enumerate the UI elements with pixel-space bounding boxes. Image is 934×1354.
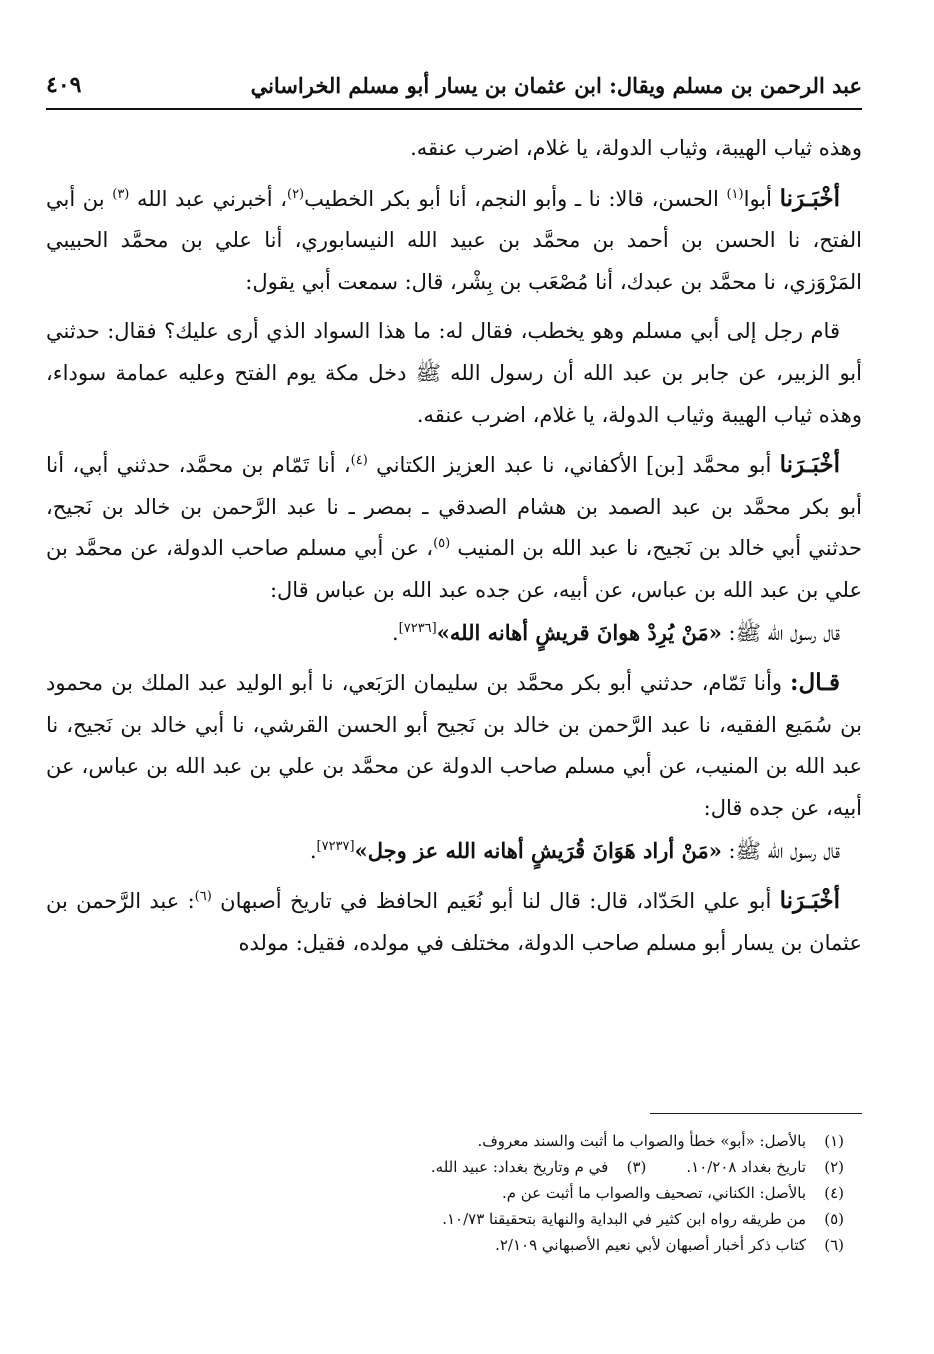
hadith-reference: [٧٢٣٧] xyxy=(316,838,355,854)
footnote-pair xyxy=(46,1154,862,1180)
footnote-item xyxy=(46,1206,862,1232)
footnote-marker[interactable]: (٥) xyxy=(433,536,451,552)
footnote-marker[interactable]: (٣) xyxy=(112,186,130,202)
text-segment: ، عن أبي مسلم صاحب الدولة، عن محمَّد بن علي بن عبد الله بن عباس، عن أبيه، عن جده عبد الله بن عباس قال: xyxy=(46,536,862,602)
hadith-paragraph-2 xyxy=(46,830,862,873)
text-segment: ، أنا تَمّام بن محمَّد، حدثني أبي، أنا أبو بكر محمَّد بن عبد الصمد بن هشام الصدقي ـ بمصر ـ نا عبد الرَّحمن بن خالد بن نَجيح، حدثني أبي خالد بن نَجيح، نا عبد الله بن المنيب xyxy=(46,453,862,561)
footnote-marker[interactable]: (٢) xyxy=(286,186,305,202)
footnote-separator xyxy=(650,1113,862,1114)
text-segment: بن أبي الفتح، نا الحسن بن أحمد بن محمَّد بن عبيد الله النيسابوري، أنا علي بن محمَّد الحبيبي المَرْوَزي، نا محمَّد بن عبدك، أنا مُصْعَب بن بِشْر، قال: سمعت أبي يقول: xyxy=(46,186,862,294)
text-segment: قال رسول الله ﷺ: xyxy=(728,838,840,863)
footnote-text: في م وتاريخ بغداد: عبيد الله. xyxy=(430,1158,609,1176)
footnotes xyxy=(46,1128,862,1258)
footnote-number: (٣) xyxy=(626,1158,647,1176)
footnote-text: كتاب ذكر أخبار أصبهان لأبي نعيم الأصبهاني ٢/١٠٩. xyxy=(495,1236,806,1254)
hadith-text: «مَنْ أراد هَوَانَ قُرَيشٍ أهانه الله عز وجل» xyxy=(354,837,722,863)
footnote-item xyxy=(46,1232,862,1258)
paragraph-6 xyxy=(46,662,862,829)
footnote-marker[interactable]: (١) xyxy=(726,186,744,202)
footnote-number: (٥) xyxy=(824,1210,844,1228)
qala-keyword: قـال: xyxy=(790,669,840,697)
footnote-number: (١) xyxy=(824,1132,844,1150)
paragraph-2 xyxy=(46,178,862,304)
footnote-marker[interactable]: (٤) xyxy=(350,453,368,469)
footnote-number: (٢) xyxy=(824,1158,844,1176)
paragraph-4 xyxy=(46,444,862,611)
paragraph-3: قام رجل إلى أبي مسلم وهو يخطب، فقال له: ما هذا السواد الذي أرى عليك؟ فقال: حدثني أبو الزبير، عن جابر بن عبد الله أن رسول الله ﷺ دخل مكة يوم الفتح وعليه عمامة سوداء، وهذه ثياب الهيبة وثياب الدولة، يا غلام، اضرب عنقه. xyxy=(46,319,862,427)
akhbarana-keyword: أخْبَـرَنا xyxy=(779,887,841,915)
hadith-paragraph-1 xyxy=(46,612,862,655)
footnote-number: (٦) xyxy=(824,1236,844,1254)
paragraph-8 xyxy=(46,880,862,964)
footnote-text: بالأصل: «أبو» خطأ والصواب ما أثبت والسند معروف. xyxy=(477,1132,806,1150)
running-header xyxy=(46,62,862,110)
text-segment: وأنا تَمّام، حدثني أبو بكر محمَّد بن سليمان الرَبَعي، نا أبو الوليد عبد الملك بن محمود بن سُمَيع الفقيه، نا عبد الرَّحمن بن خالد بن نَجيح أبو الحسن القرشي، نا أبي خالد بن نَجيح، نا عبد الله بن المنيب، عن أبي مسلم صاحب الدولة عن محمَّد بن علي بن عبد الله بن عباس، عن أبيه، عن جده قال: xyxy=(46,671,862,820)
footnote-text: تاريخ بغداد ١٠/٢٠٨. xyxy=(686,1158,806,1176)
footnote-item xyxy=(46,1128,862,1154)
running-title: عبد الرحمن بن مسلم ويقال: ابن عثمان بن يسار أبو مسلم الخراساني xyxy=(250,72,862,98)
akhbarana-keyword: أخْبَـرَنا xyxy=(779,451,840,479)
footnote-item xyxy=(686,1154,844,1180)
text-segment: ، أخبرني عبد الله xyxy=(136,186,287,211)
text-segment: أبو علي الحَدّاد، قال: قال لنا أبو نُعَيم الحافظ في تاريخ أصبهان xyxy=(220,889,772,914)
main-text xyxy=(46,128,862,964)
akhbarana-keyword: أخْبَـرَنا xyxy=(779,184,840,212)
footnote-item xyxy=(431,1154,646,1180)
text-segment: . xyxy=(391,620,399,645)
page-number: ٤٠٩ xyxy=(46,72,82,98)
hadith-reference: [٧٢٣٦] xyxy=(398,620,437,636)
text-segment: . xyxy=(309,838,317,863)
footnote-text: من طريقه رواه ابن كثير في البداية والنهاية بتحقيقنا ١٠/٧٣. xyxy=(442,1210,806,1228)
text-segment: : عبد الرَّحمن بن عثمان بن يسار أبو مسلم صاحب الدولة، مختلف في مولده، فقيل: مولده xyxy=(46,889,862,955)
footnote-text: بالأصل: الكناني، تصحيف والصواب ما أثبت عن م. xyxy=(501,1184,806,1202)
footnote-number: (٤) xyxy=(824,1184,844,1202)
footnote-marker[interactable]: (٦) xyxy=(194,889,212,905)
footnote-item xyxy=(46,1180,862,1206)
hadith-text: «مَنْ يُرِدْ هوانَ قريشٍ أهانه الله» xyxy=(436,619,722,645)
paragraph-1: وهذه ثياب الهيبة، وثياب الدولة، يا غلام، اضرب عنقه. xyxy=(410,136,862,160)
text-segment: الحسن، قالا: نا ـ وأبو النجم، أنا أبو بكر الخطيب xyxy=(304,186,719,211)
text-segment: أبوا xyxy=(743,186,772,211)
text-segment: قال رسول الله ﷺ: xyxy=(728,620,840,645)
text-segment: أبو محمَّد [بن] الأكفاني، نا عبد العزيز الكتاني xyxy=(376,453,772,478)
